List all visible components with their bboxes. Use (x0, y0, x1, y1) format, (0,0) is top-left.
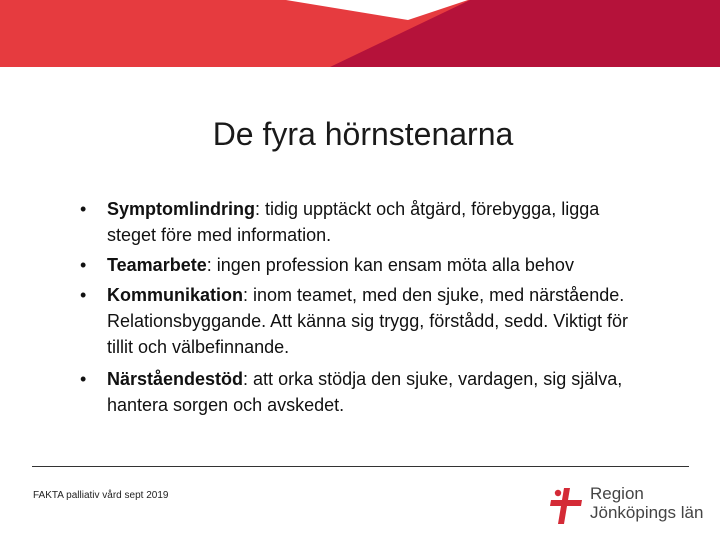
footer-text: FAKTA palliativ vård sept 2019 (33, 490, 169, 501)
bullet-text: : inom teamet, med den sjuke, med närstående. Relationsbyggande. Att känna sig trygg, förstådd, sedd. Viktigt för tillit och välbefinnande. (107, 285, 628, 357)
bullet-text: : ingen profession kan ensam möta alla behov (206, 255, 574, 275)
bullet-dot: • (80, 255, 87, 275)
bullet-term: Kommunikation (107, 285, 244, 305)
region-cross-icon (548, 486, 584, 526)
bullet-text: : tidig upptäckt och åtgärd, förebygga, ligga steget före med information. (107, 199, 600, 245)
bullet-list (80, 196, 640, 422)
bullet-dot: • (80, 369, 87, 389)
bullet-text: : att orka stödja den sjuke, vardagen, sig själva, hantera sorgen och avskedet. (107, 369, 623, 415)
footer-divider (32, 466, 689, 467)
header-banner (0, 0, 720, 67)
bullet-item-kommunikation (80, 282, 640, 360)
logo-text-region: Region (590, 484, 644, 503)
bullet-term: Närståendestöd (107, 369, 244, 389)
bullet-item-teamarbete (80, 252, 640, 278)
bullet-term: Teamarbete (107, 255, 207, 275)
bullet-item-narstaendestod (80, 366, 640, 418)
bullet-item-symptomlindring (80, 196, 640, 248)
bullet-dot: • (80, 285, 87, 305)
logo-text-lan: Jönköpings län (590, 503, 704, 522)
slide-title: De fyra hörnstenarna (212, 116, 514, 152)
bullet-term: Symptomlindring (107, 199, 255, 219)
bullet-dot: • (80, 199, 87, 219)
region-logo (548, 482, 708, 526)
